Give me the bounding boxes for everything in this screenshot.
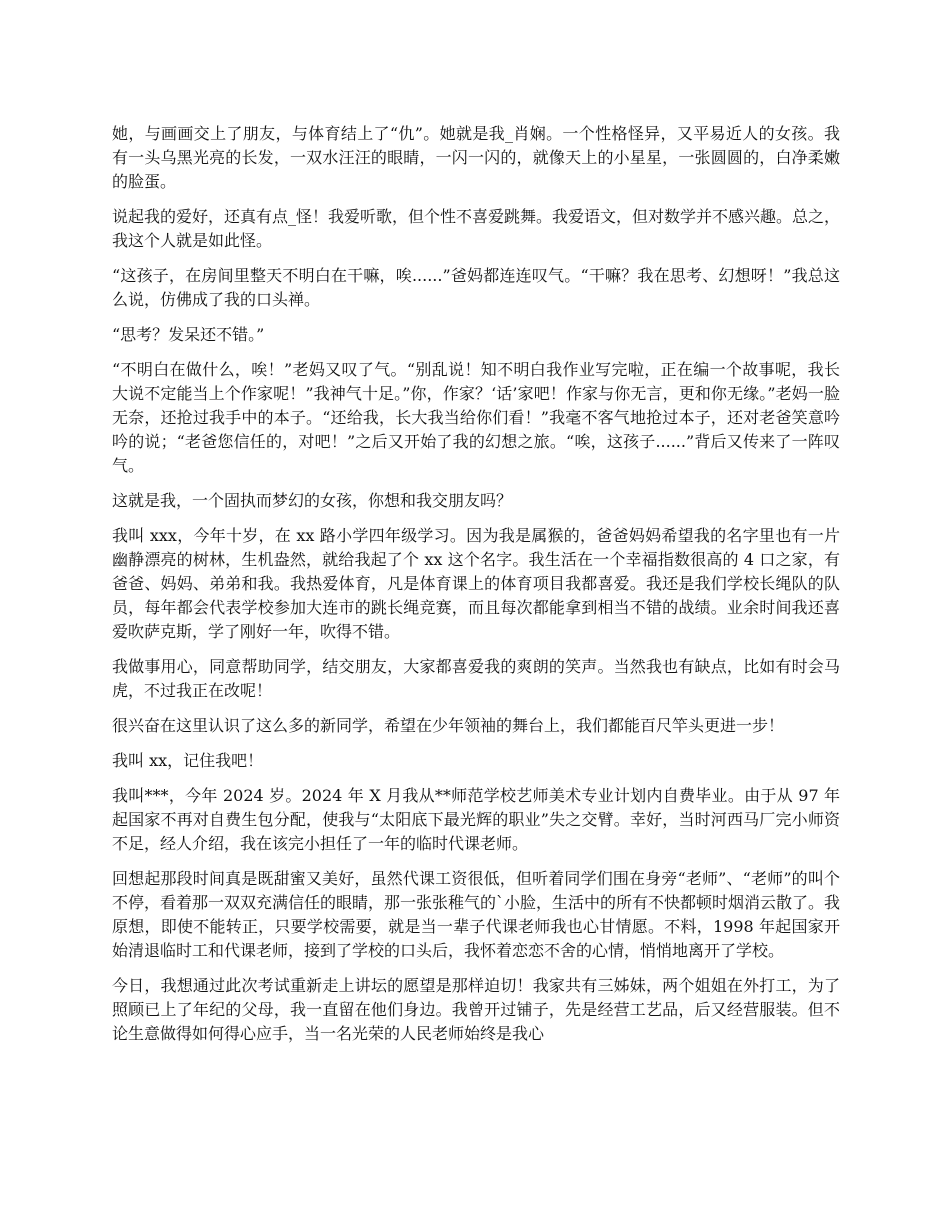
paragraph-remember-me: 我叫 xx，记住我吧！ xyxy=(112,751,264,770)
paragraph-teacher-background: 我叫***，今年 2024 岁。2024 年 X 月我从**师范学校艺师美术专业计划内自费毕业。由于从 97 年起国家不再对自费生包分配，使我与“太阳底下最光辉的职业”失之交臂。幸好，当时河西马厂完小师资不足，经人介绍，我在该完小担任了一年的临时代课老师。 xyxy=(112,786,840,853)
paragraph-classmates: 很兴奋在这里认识了这么多的新同学，希望在少年领袖的舞台上，我们都能百尺竿头更进一步！ xyxy=(112,716,785,735)
paragraph-make-friends: 这就是我，一个固执而梦幻的女孩，你想和我交朋友吗？ xyxy=(112,491,513,510)
paragraph-thinking: “思考？发呆还不错。” xyxy=(112,325,265,344)
paragraph-personality: 我做事用心，同意帮助同学，结交朋友，大家都喜爱我的爽朗的笑声。当然我也有缺点，比如有时会马虎，不过我正在改呢！ xyxy=(112,657,840,700)
paragraph-name-and-family: 我叫 xxx，今年十岁，在 xx 路小学四年级学习。因为我是属猴的，爸爸妈妈希望我的名字里也有一片幽静漂亮的树林，生机盎然，就给我起了个 xx 这个名字。我生活在一个幸福指数很高的 4 口之家，有爸爸、妈妈、弟弟和我。我热爱体育，凡是体育课上的体育项目我都喜爱。我还是我们学校长绳队的队员，每年都会代表学校参加大连市的跳长绳竞赛，而且每次都能拿到相当不错的战绩。业余时间我还喜爱吹萨克斯，学了刚好一年，吹得不错。 xyxy=(112,526,840,641)
paragraph-parents-sigh: “这孩子，在房间里整天不明白在干嘛，唉......”爸妈都连连叹气。“干嘛？我在思考、幻想呀！”我总这么说，仿佛成了我的口头禅。 xyxy=(112,266,840,309)
paragraph-hobbies: 说起我的爱好，还真有点_怪！我爱听歌，但个性不喜爱跳舞。我爱语文，但对数学并不感兴趣。总之，我这个人就是如此怪。 xyxy=(112,207,841,250)
paragraph-exam-wish: 今日，我想通过此次考试重新走上讲坛的愿望是那样迫切！我家共有三姊妹，两个姐姐在外打工，为了照顾已上了年纪的父母，我一直留在他们身边。我曾开过铺子，先是经营工艺品，后又经营服装。但不论生意做得如何得心应手，当一名光荣的人民老师始终是我心 xyxy=(112,976,840,1043)
paragraph-introduction: 她，与画画交上了朋友，与体育结上了“仇”。她就是我_肖娴。一个性格怪异，又平易近人的女孩。我有一头乌黑光亮的长发，一双水汪汪的眼睛，一闪一闪的，就像天上的小星星，一张圆圆的，白净柔嫩的脸蛋。 xyxy=(112,124,840,191)
paragraph-teaching-memories: 回想起那段时间真是既甜蜜又美好，虽然代课工资很低，但听着同学们围在身旁“老师”、“老师”的叫个不停，看着那一双双充满信任的眼睛，那一张张稚气的`小脸，生活中的所有不快都顿时烟消云散了。我原想，即使不能转正，只要学校需要，就是当一辈子代课老师我也心甘情愿。不料，1998 年起国家开始清退临时工和代课老师，接到了学校的口头后，我怀着恋恋不舍的心情，悄悄地离开了学校。 xyxy=(112,869,841,960)
paragraph-writer-dream: “不明白在做什么，唉！”老妈又叹了气。“别乱说！知不明白我作业写完啦，正在编一个故事呢，我长大说不定能当上个作家呢！”我神气十足。”你，作家？‘话’家吧！作家与你无言，更和你无缘。”老妈一脸无奈，还抢过我手中的本子。“还给我，长大我当给你们看！”我毫不客气地抢过本子，还对老爸笑意吟吟的说；“老爸您信任的，对吧！”之后又开始了我的幻想之旅。“唉，这孩子......”背后又传来了一阵叹气。 xyxy=(112,360,840,475)
document-page xyxy=(112,122,840,1057)
